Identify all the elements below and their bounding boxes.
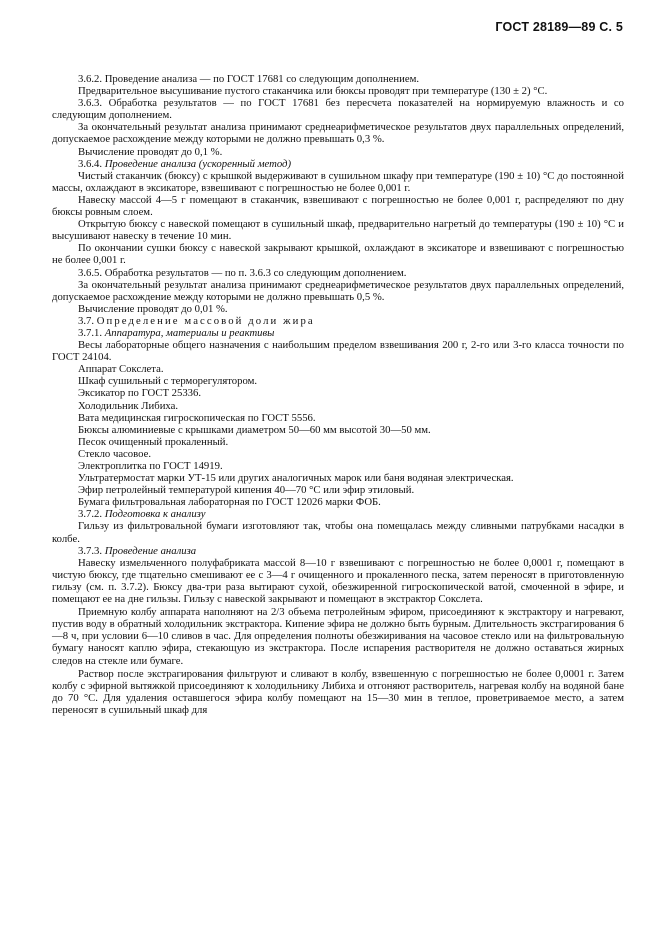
- section-title: Аппаратура, материалы и реактивы: [104, 326, 275, 339]
- list-item: Стекло часовое.: [78, 447, 152, 460]
- section-number: 3.7.: [78, 314, 95, 327]
- paragraph: Вычисление проводят до 0,01 %.: [78, 302, 228, 315]
- list-item: Эфир петролейный температурой кипения 40—70 °С или эфир этиловый.: [78, 484, 415, 497]
- paragraph: Вычисление проводят до 0,1 %.: [78, 145, 223, 158]
- list-item: Электроплитка по ГОСТ 14919.: [78, 460, 223, 472]
- section-number: 3.7.3.: [78, 544, 103, 557]
- section-heading: [52, 158, 624, 170]
- paragraph: За окончательный результат анализа принимают среднеарифметическое результатов двух параллельных определений, допускаемое расхождение между которыми не должно превышать 0,5 %.: [52, 278, 624, 303]
- list-item: Холодильник Либиха.: [78, 399, 179, 412]
- list-item: Эксикатор по ГОСТ 25336.: [78, 387, 202, 400]
- section-title: Проведение анализа (ускоренный метод): [104, 157, 291, 170]
- paragraph: За окончательный результат анализа принимают среднеарифметическое результатов двух параллельных определений, допускаемое расхождение между которыми не должно превышать 0,3 %.: [52, 121, 624, 146]
- list-item: Вата медицинская гигроскопическая по ГОСТ 5556.: [78, 411, 316, 424]
- paragraph: Предварительное высушивание пустого стаканчика или бюксы проводят при температуре (130 ± 2) °С.: [78, 85, 548, 98]
- section-heading: [52, 327, 624, 339]
- list-item: Шкаф сушильный с терморегулятором.: [78, 375, 258, 388]
- paragraph: Чистый стаканчик (бюксу) с крышкой выдерживают в сушильном шкафу при температуре (190 ± 10) °С до постоянной массы, охлаждают в эксикаторе, взвешивают с погрешностью не более 0,001 г.: [52, 169, 624, 194]
- list-item: Аппарат Сокслета.: [78, 363, 164, 376]
- running-header: ГОСТ 28189—89 С. 5: [495, 20, 623, 34]
- section-number: 3.7.1.: [78, 326, 103, 339]
- section-title: Проведение анализа: [104, 544, 197, 557]
- list-item: Бюксы алюминиевые с крышками диаметром 50—60 мм высотой 30—50 мм.: [78, 423, 431, 436]
- paragraph: Раствор после экстрагирования фильтруют и сливают в колбу, взвешенную с погрешностью не более 0,0001 г. Затем колбу с эфирной вытяжкой присоединяют к холодильнику Либиха и отгоняют растворитель, нагревая колбу на водяной бане до 70 °С. Для удаления оставшегося эфира колбу помещают на 15—30 мин в теплое, проветриваемое место, а затем переносят в сушильный шкаф для: [52, 667, 624, 716]
- paragraph: 3.6.5. Обработка результатов — по п. 3.6.3 со следующим дополнением.: [78, 266, 407, 279]
- paragraph: Приемную колбу аппарата наполняют на 2/3 объема петролейным эфиром, присоединяют к экстрактору и нагревают, пустив воду в обратный холодильник экстрактора. Кипение эфира не должно быть бурным. Длительность экстрагирования 6—8 ч, при условии 6—10 сливов в час. Для определения полноты обезжиривания на часовое стекло или на фильтровальную бумагу наносят каплю эфира, стекающую из экстрактора. После испарения растворителя не должно оставаться жирных следов на стекле или бумаге.: [52, 606, 624, 667]
- section-number: 3.7.2.: [78, 508, 103, 521]
- paragraph: 3.6.3. Обработка результатов — по ГОСТ 17681 без пересчета показателей на нормируемую влажность и со следующим дополнением.: [52, 97, 624, 122]
- section-number: 3.6.4.: [78, 157, 103, 170]
- list-item: Бумага фильтровальная лабораторная по ГОСТ 12026 марки ФОБ.: [78, 496, 381, 509]
- paragraph: Весы лабораторные общего назначения с наибольшим пределом взвешивания 200 г, 2-го или 3-го класса точности по ГОСТ 24104.: [52, 339, 624, 364]
- paragraph: Гильзу из фильтровальной бумаги изготовляют так, чтобы она помещалась между сливными патрубками насадки в колбе.: [52, 520, 624, 545]
- section-heading: [52, 315, 624, 327]
- paragraph: Навеску массой 4—5 г помещают в стаканчик, взвешивают с погрешностью не более 0,001 г, распределяют по дну бюксы ровным слоем.: [52, 193, 624, 219]
- list-item: Песок очищенный прокаленный.: [78, 435, 229, 448]
- paragraph: Открытую бюксу с навеской помещают в сушильный шкаф, предварительно нагретый до температуры (190 ± 10) °С и высушивают навеску в течение 10 мин.: [52, 218, 624, 243]
- section-title: Определение массовой доли жира: [96, 314, 315, 327]
- section-title: Подготовка к анализу: [104, 508, 206, 521]
- section-heading: [52, 508, 624, 520]
- paragraph: 3.6.2. Проведение анализа — по ГОСТ 17681 со следующим дополнением.: [78, 73, 420, 85]
- paragraph: Навеску измельченного полуфабриката массой 8—10 г взвешивают с погрешностью не более 0,0001 г, помещают в чистую бюксу, где тщательно смешивают ее с 3—4 г очищенного и прокаленного песка, затем переносят в приготовленную гильзу (см. п. 3.7.2). Бюксу два-три раза вытирают сухой, обезжиренной гигроскопической ватой, смоченной в эфире, и помещают ее на дне гильзы. Гильзу с навеской закрывают и помещают в экстрактор Сокслета.: [52, 556, 624, 606]
- document-body: [52, 73, 624, 716]
- section-heading: [52, 545, 624, 557]
- paragraph: По окончании сушки бюксу с навеской закрывают крышкой, охлаждают в эксикаторе и взвешивают с погрешностью не более 0,001 г.: [52, 242, 624, 267]
- list-item: Ультратермостат марки УТ-15 или других аналогичных марок или баня водяная электрическая.: [78, 472, 514, 485]
